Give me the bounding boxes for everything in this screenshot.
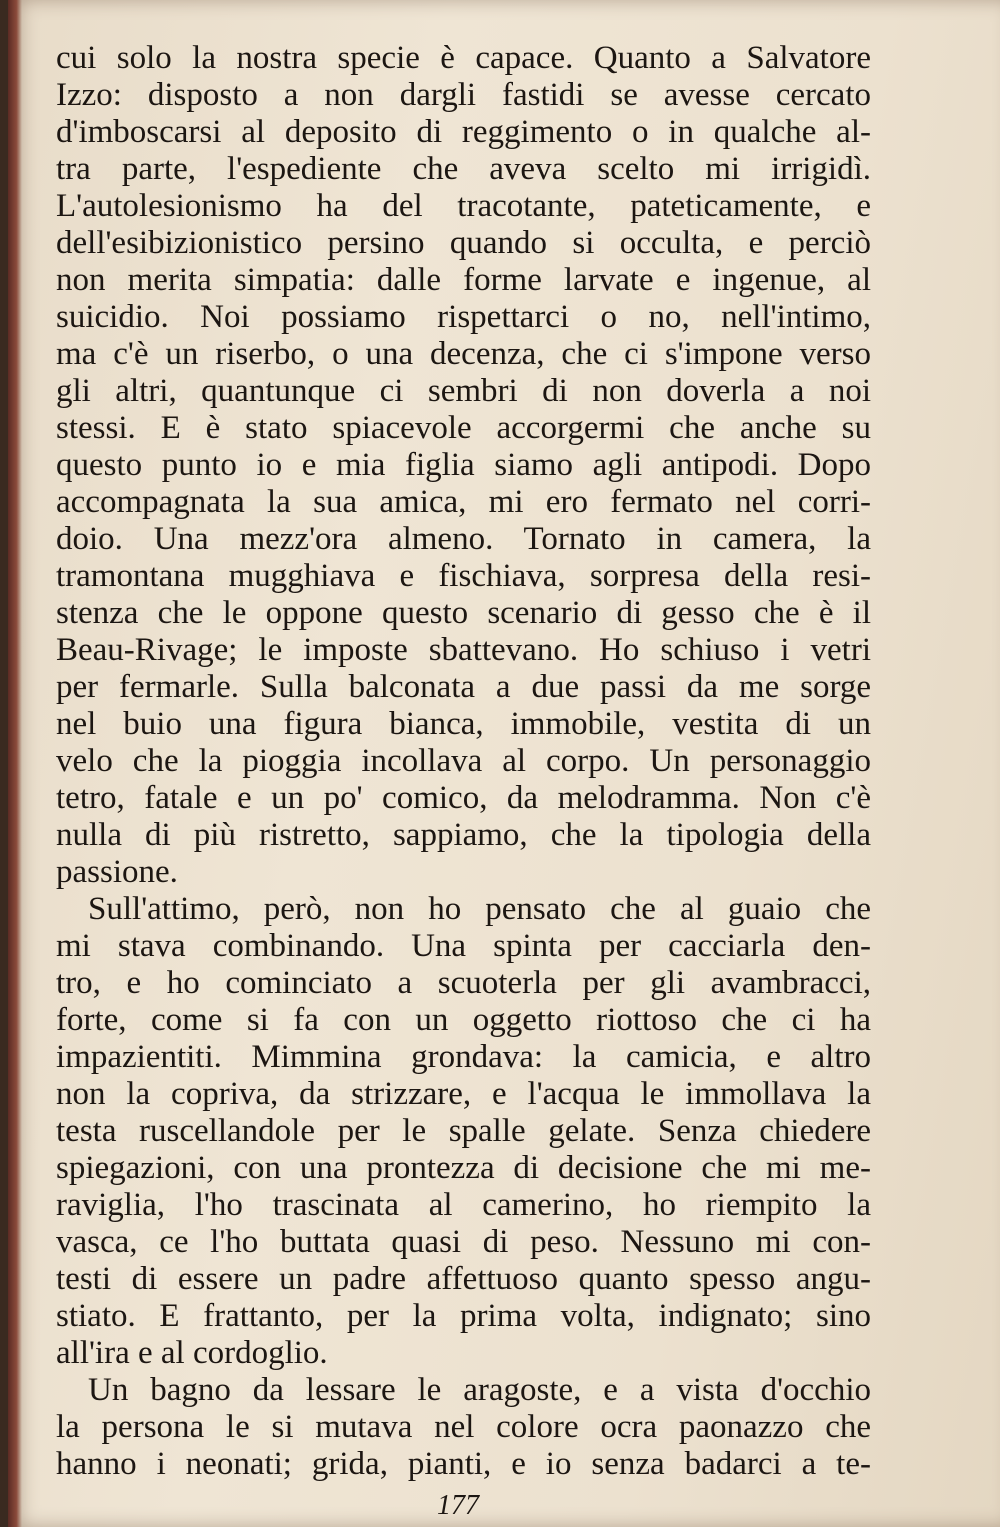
text-line: ma c'è un riserbo, o una decenza, che ci s'impone verso <box>56 336 871 372</box>
text-line: impazientiti. Mimmina grondava: la camicia, e altro <box>56 1039 871 1075</box>
text-line: questo punto io e mia figlia siamo agli antipodi. Dopo <box>56 447 871 483</box>
text-line: Beau-Rivage; le imposte sbattevano. Ho schiuso i vetri <box>56 632 871 668</box>
book-page <box>8 0 1000 1527</box>
text-line: la persona le si mutava nel colore ocra paonazzo che <box>56 1409 871 1445</box>
text-line: tetro, fatale e un po' comico, da melodramma. Non c'è <box>56 780 871 816</box>
text-line: dell'esibizionistico persino quando si occulta, e perciò <box>56 225 871 261</box>
text-line: stenza che le oppone questo scenario di gesso che è il <box>56 595 871 631</box>
text-line: nulla di più ristretto, sappiamo, che la tipologia della <box>56 817 871 853</box>
text-line: non la copriva, da strizzare, e l'acqua le immollava la <box>56 1076 871 1112</box>
text-line: per fermarle. Sulla balconata a due passi da me sorge <box>56 669 871 705</box>
paragraph-3 <box>56 1372 871 1483</box>
text-line: mi stava combinando. Una spinta per cacciarla den- <box>56 928 871 964</box>
text-line: hanno i neonati; grida, pianti, e io senza badarci a te- <box>56 1446 871 1482</box>
page-binding-edge <box>8 0 22 1527</box>
text-line: cui solo la nostra specie è capace. Quanto a Salvatore <box>56 40 871 76</box>
text-line: testa ruscellandole per le spalle gelate. Senza chiedere <box>56 1113 871 1149</box>
text-line: Sull'attimo, però, non ho pensato che al guaio che <box>88 891 871 927</box>
text-line: Izzo: disposto a non dargli fastidi se avesse cercato <box>56 77 871 113</box>
text-line: stessi. E è stato spiacevole accorgermi che anche su <box>56 410 871 446</box>
text-line: vasca, ce l'ho buttata quasi di peso. Nessuno mi con- <box>56 1224 871 1260</box>
text-line: spiegazioni, con una prontezza di decisione che mi me- <box>56 1150 871 1186</box>
text-line: tramontana mugghiava e fischiava, sorpresa della resi- <box>56 558 871 594</box>
text-line: forte, come si fa con un oggetto riottoso che ci ha <box>56 1002 871 1038</box>
text-line: nel buio una figura bianca, immobile, vestita di un <box>56 706 871 742</box>
text-line: gli altri, quantunque ci sembri di non doverla a noi <box>56 373 871 409</box>
text-line: velo che la pioggia incollava al corpo. Un personaggio <box>56 743 871 779</box>
text-line: testi di essere un padre affettuoso quanto spesso angu- <box>56 1261 871 1297</box>
text-line: doio. Una mezz'ora almeno. Tornato in camera, la <box>56 521 871 557</box>
text-line: accompagnata la sua amica, mi ero fermato nel corri- <box>56 484 871 520</box>
text-line: stiato. E frattanto, per la prima volta, indignato; sino <box>56 1298 871 1334</box>
text-line: passione. <box>56 854 178 890</box>
text-line: tra parte, l'espediente che aveva scelto mi irrigidì. <box>56 151 871 187</box>
text-line: suicidio. Noi possiamo rispettarci o no, nell'intimo, <box>56 299 871 335</box>
text-line: all'ira e al cordoglio. <box>56 1335 328 1371</box>
page-text <box>56 40 871 1483</box>
text-line: non merita simpatia: dalle forme larvate e ingenue, al <box>56 262 871 298</box>
text-line: Un bagno da lessare le aragoste, e a vista d'occhio <box>88 1372 871 1408</box>
text-line: tro, e ho cominciato a scuoterla per gli avambracci, <box>56 965 871 1001</box>
text-line: raviglia, l'ho trascinata al camerino, ho riempito la <box>56 1187 871 1223</box>
text-line: L'autolesionismo ha del tracotante, pateticamente, e <box>56 188 871 224</box>
paragraph-1 <box>56 40 871 891</box>
page-number: 177 <box>437 1490 479 1521</box>
paragraph-2 <box>56 891 871 1372</box>
text-line: d'imboscarsi al deposito di reggimento o in qualche al- <box>56 114 871 150</box>
